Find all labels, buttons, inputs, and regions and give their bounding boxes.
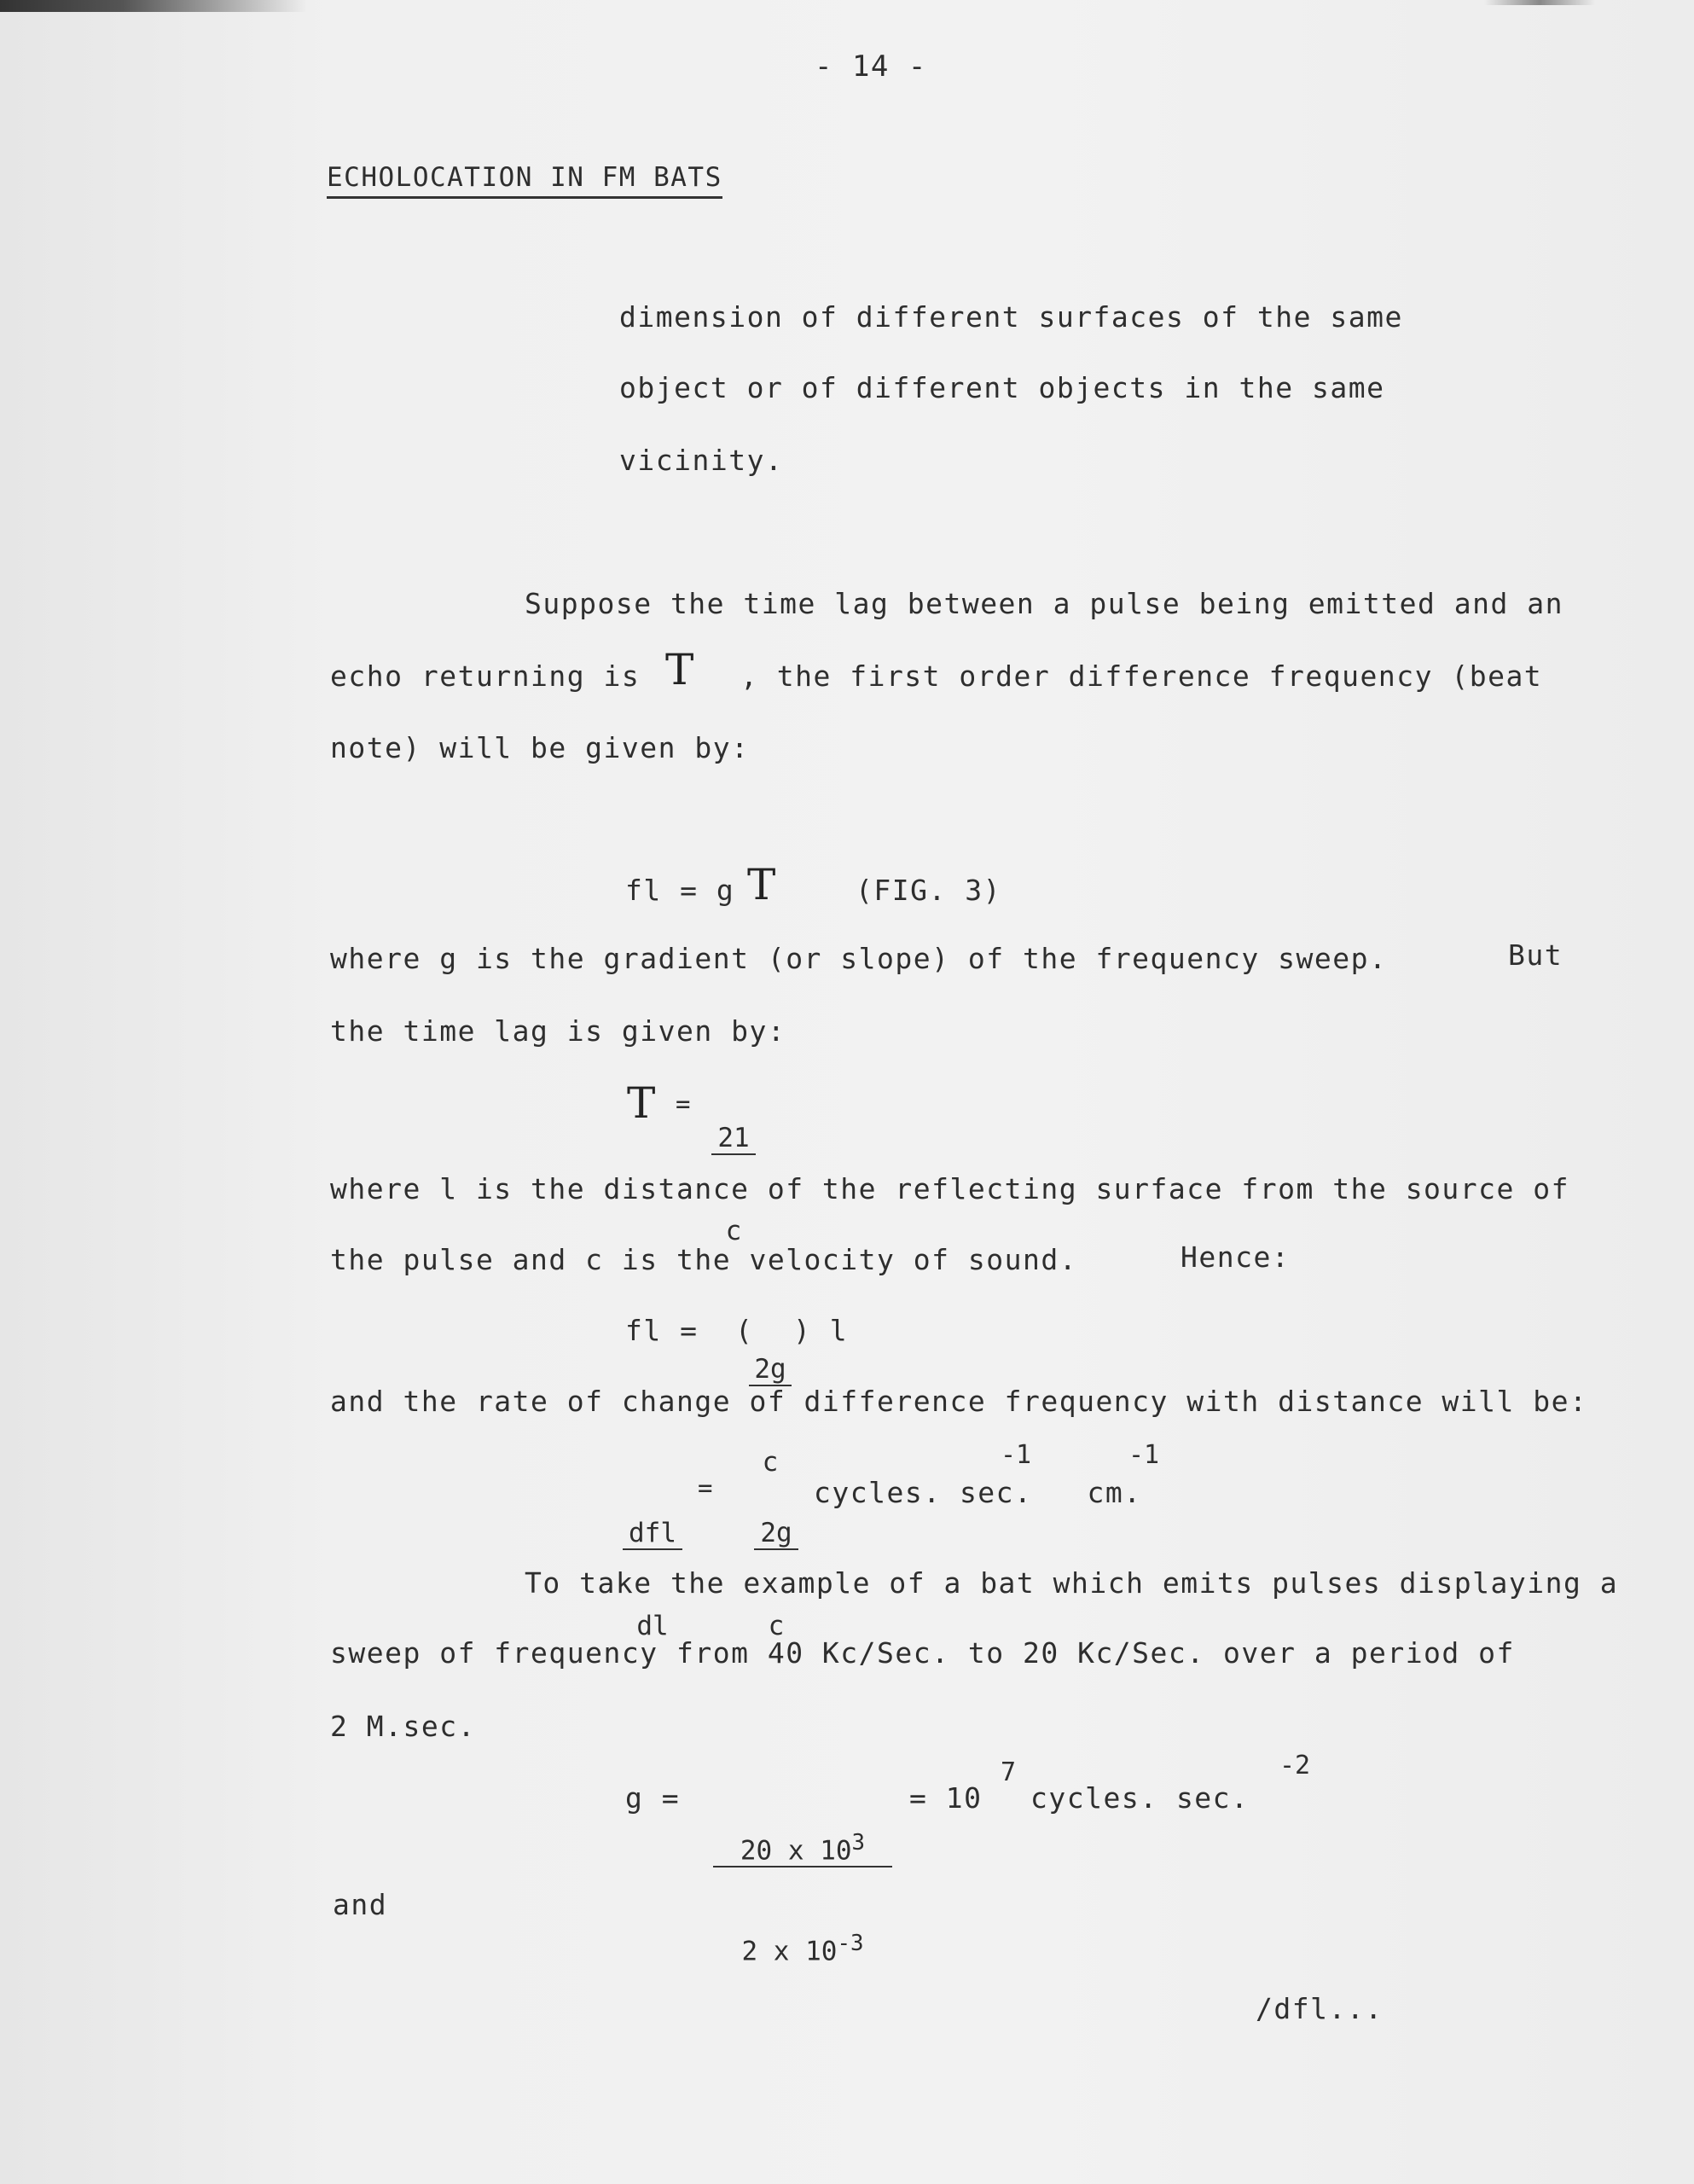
para2-line3: note) will be given by: bbox=[330, 731, 750, 764]
eq5-numerator-exp: 3 bbox=[851, 1830, 866, 1856]
eq5-denominator-exp: -3 bbox=[837, 1931, 864, 1957]
eq5-rhs: = 10 bbox=[909, 1781, 983, 1815]
para6-line1: To take the example of a bat which emits pulses displaying a bbox=[525, 1566, 1619, 1600]
para1-line3: vicinity. bbox=[619, 444, 784, 477]
para2-line2-start: echo returning is bbox=[330, 659, 641, 693]
eq1-figure-note: (FIG. 3) bbox=[856, 874, 1001, 907]
para4-hence: Hence: bbox=[1181, 1240, 1291, 1274]
eq5-lhs: g = bbox=[625, 1781, 681, 1815]
and-line: and bbox=[333, 1888, 388, 1921]
scan-smudge bbox=[0, 0, 307, 12]
para2-line1: Suppose the time lag between a pulse being emitted and an bbox=[525, 587, 1563, 620]
eq2-denominator: c bbox=[725, 1216, 742, 1246]
eq5-denominator bbox=[713, 1929, 892, 1966]
para6-line3: 2 M.sec. bbox=[330, 1710, 476, 1743]
continuation-marker: /dfl... bbox=[1256, 1992, 1384, 2025]
eq3-close: ) l bbox=[793, 1314, 849, 1347]
eq1-lhs: fl = g bbox=[625, 874, 735, 907]
para5-line1: and the rate of change of difference frequency with distance will be: bbox=[330, 1385, 1588, 1418]
para4-line1: where l is the distance of the reflecting surface from the source of bbox=[330, 1172, 1570, 1205]
eq3-numerator: 2g bbox=[749, 1354, 792, 1386]
scan-mark bbox=[1484, 0, 1595, 5]
eq5-rhs-exp: 7 bbox=[1001, 1757, 1017, 1787]
eq4-lhs-numerator: dfl bbox=[623, 1518, 682, 1550]
eq4-exp-cm: -1 bbox=[1128, 1440, 1160, 1470]
eq5-denominator-base: 2 x 10 bbox=[741, 1936, 838, 1967]
eq5-fraction bbox=[713, 1766, 892, 2028]
page-heading: ECHOLOCATION IN FM BATS bbox=[327, 160, 722, 199]
eq5-units: cycles. sec. bbox=[1030, 1781, 1250, 1815]
para1-line1: dimension of different surfaces of the same bbox=[619, 300, 1403, 334]
eq3-denominator: c bbox=[762, 1447, 779, 1478]
eq4-rhs-numerator: 2g bbox=[754, 1518, 798, 1550]
eq3-lhs: fl = bbox=[625, 1314, 699, 1347]
para2-line2-end: , the first order difference frequency (beat bbox=[740, 659, 1543, 693]
eq2-tau: T bbox=[627, 1078, 656, 1128]
eq5-units-exp: -2 bbox=[1279, 1751, 1311, 1780]
para6-line2: sweep of frequency from 40 Kc/Sec. to 20 Kc/Sec. over a period of bbox=[330, 1636, 1515, 1670]
eq4-equals: = bbox=[698, 1473, 714, 1502]
para4-line2: the pulse and c is the velocity of sound. bbox=[330, 1243, 1078, 1276]
eq4-rhs-denominator: c bbox=[768, 1611, 785, 1641]
eq5-numerator bbox=[713, 1827, 892, 1867]
eq4-units: cycles. sec. cm. bbox=[814, 1476, 1142, 1509]
tau-symbol: T bbox=[665, 645, 694, 694]
eq4-lhs-denominator: dl bbox=[636, 1611, 669, 1641]
page-number: - 14 - bbox=[815, 49, 927, 84]
eq1-tau: T bbox=[747, 860, 776, 909]
para3-line1-but: But bbox=[1508, 938, 1563, 972]
para3-line1: where g is the gradient (or slope) of the frequency sweep. bbox=[330, 942, 1388, 975]
eq2-numerator: 21 bbox=[711, 1123, 756, 1155]
para3-line2: the time lag is given by: bbox=[330, 1014, 786, 1048]
eq5-numerator-base: 20 x 10 bbox=[740, 1835, 852, 1867]
para1-line2: object or of different objects in the same bbox=[619, 371, 1385, 404]
eq3-open-paren: ( bbox=[735, 1314, 754, 1347]
eq4-exp-sec: -1 bbox=[1001, 1440, 1032, 1470]
eq2-equals: = bbox=[676, 1089, 692, 1118]
